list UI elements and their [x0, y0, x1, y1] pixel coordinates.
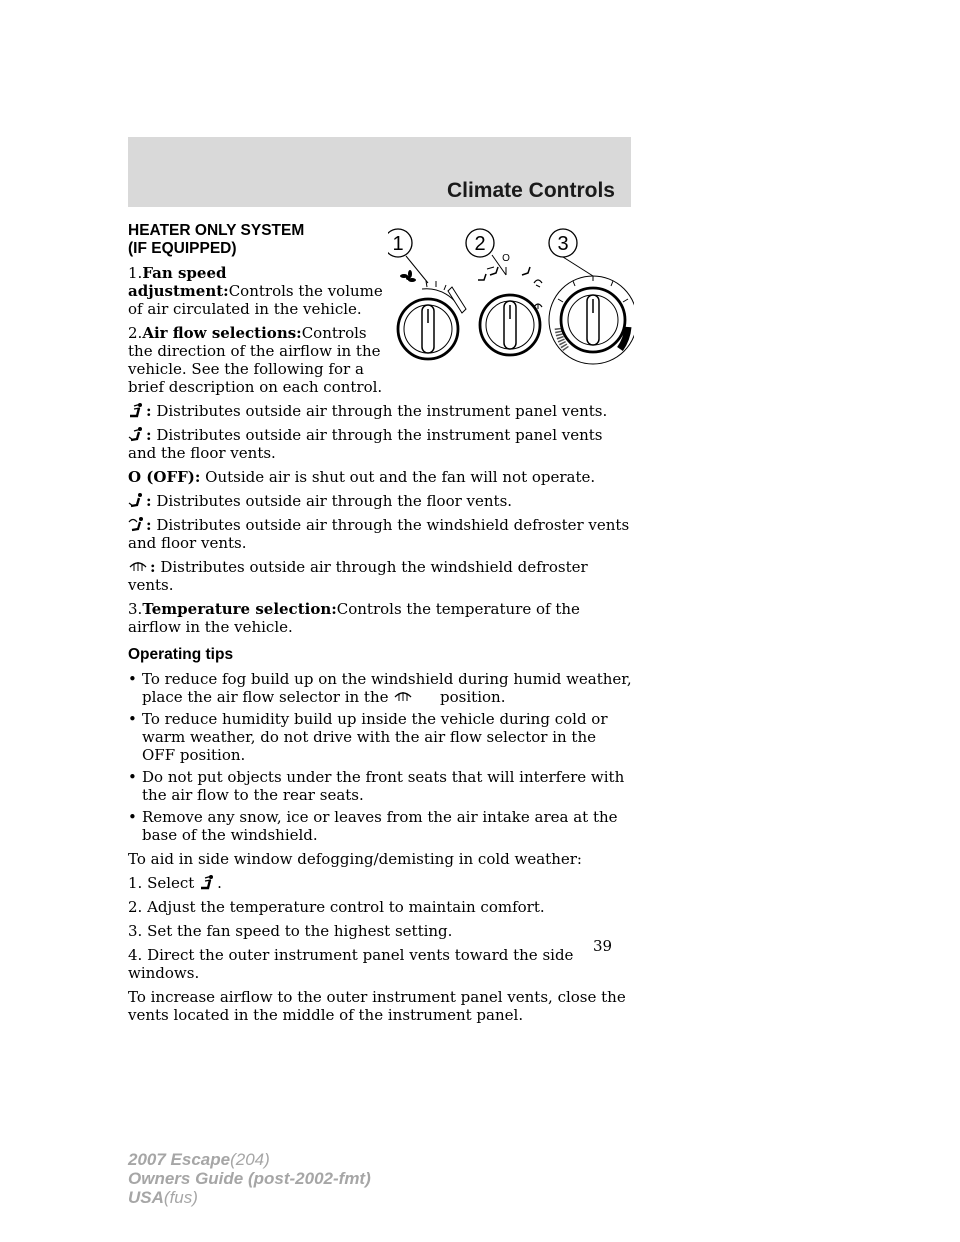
callout-3-label: 3 [557, 233, 569, 255]
mode-floor-defrost: : Distributes outside air through the windshield defroster vents and floor vents. [128, 516, 630, 552]
step-4: 4. Direct the outer instrument panel vents toward the side windows. [128, 946, 574, 982]
floor-defrost-icon [128, 516, 144, 532]
knob2-off-mark: O [502, 253, 510, 264]
operating-tips-list [128, 670, 632, 844]
list-item: • Remove any snow, ice or leaves from the air intake area at the base of the windshield. [128, 808, 632, 844]
list-item: • To reduce fog build up on the windshield during humid weather, place the air flow selector in the position. [128, 670, 632, 706]
panel-floor-icon [128, 426, 144, 442]
step-1: 1. Select . [128, 874, 222, 892]
mode-off: O (OFF): Outside air is shut out and the fan will not operate. [128, 468, 596, 486]
operating-tips-heading: Operating tips [128, 646, 234, 663]
callout-1-label: 1 [392, 233, 404, 255]
defrost-icon [128, 558, 148, 574]
defrost-icon [393, 688, 433, 704]
mode-floor: : Distributes outside air through the floor vents. [128, 492, 632, 510]
callout-2-label: 2 [474, 233, 486, 255]
page-number: 39 [593, 937, 613, 955]
floor-vent-icon [128, 492, 144, 508]
closing-paragraph: To increase airflow to the outer instrument panel vents, close the vents located in the middle of the instrument panel. [128, 988, 626, 1024]
footer-line-2: Owners Guide (post-2002-fmt) [128, 1169, 371, 1188]
heater-heading: HEATER ONLY SYSTEM (IF EQUIPPED) [128, 222, 305, 257]
list-item: • Do not put objects under the front seats that will interfere with the air flow to the rear seats. [128, 768, 632, 804]
main-content [128, 222, 632, 1030]
header-band [128, 137, 631, 207]
side-window-intro: To aid in side window defogging/demisting in cold weather: [128, 850, 582, 868]
section-title: Climate Controls [446, 179, 615, 202]
mode-defrost: : Distributes outside air through the windshield defroster vents. [128, 558, 588, 594]
panel-vent-icon [199, 874, 215, 890]
panel-vent-icon [128, 402, 144, 418]
document-footer [128, 1150, 371, 1207]
list-item: • To reduce humidity build up inside the vehicle during cold or warm weather, do not drive with the air flow selector in the OFF position. [128, 710, 632, 764]
footer-line-1: 2007 Escape(204) [128, 1150, 270, 1169]
footer-line-3: USA(fus) [128, 1188, 198, 1207]
mode-panel: : Distributes outside air through the instrument panel vents. [128, 402, 632, 420]
step-2: 2. Adjust the temperature control to maintain comfort. [128, 898, 545, 916]
air-flow-item: 2.Air flow selections:Controls the direction of the airflow in the vehicle. See the following for a brief description on each control. [128, 324, 383, 396]
temperature-item: 3.Temperature selection:Controls the temperature of the airflow in the vehicle. [128, 600, 580, 636]
fan-speed-item: 1.Fan speed adjustment:Controls the volume of air circulated in the vehicle. [128, 264, 383, 318]
step-3: 3. Set the fan speed to the highest setting. [128, 922, 453, 940]
mode-panel-floor: : Distributes outside air through the instrument panel vents and the floor vents. [128, 426, 603, 462]
